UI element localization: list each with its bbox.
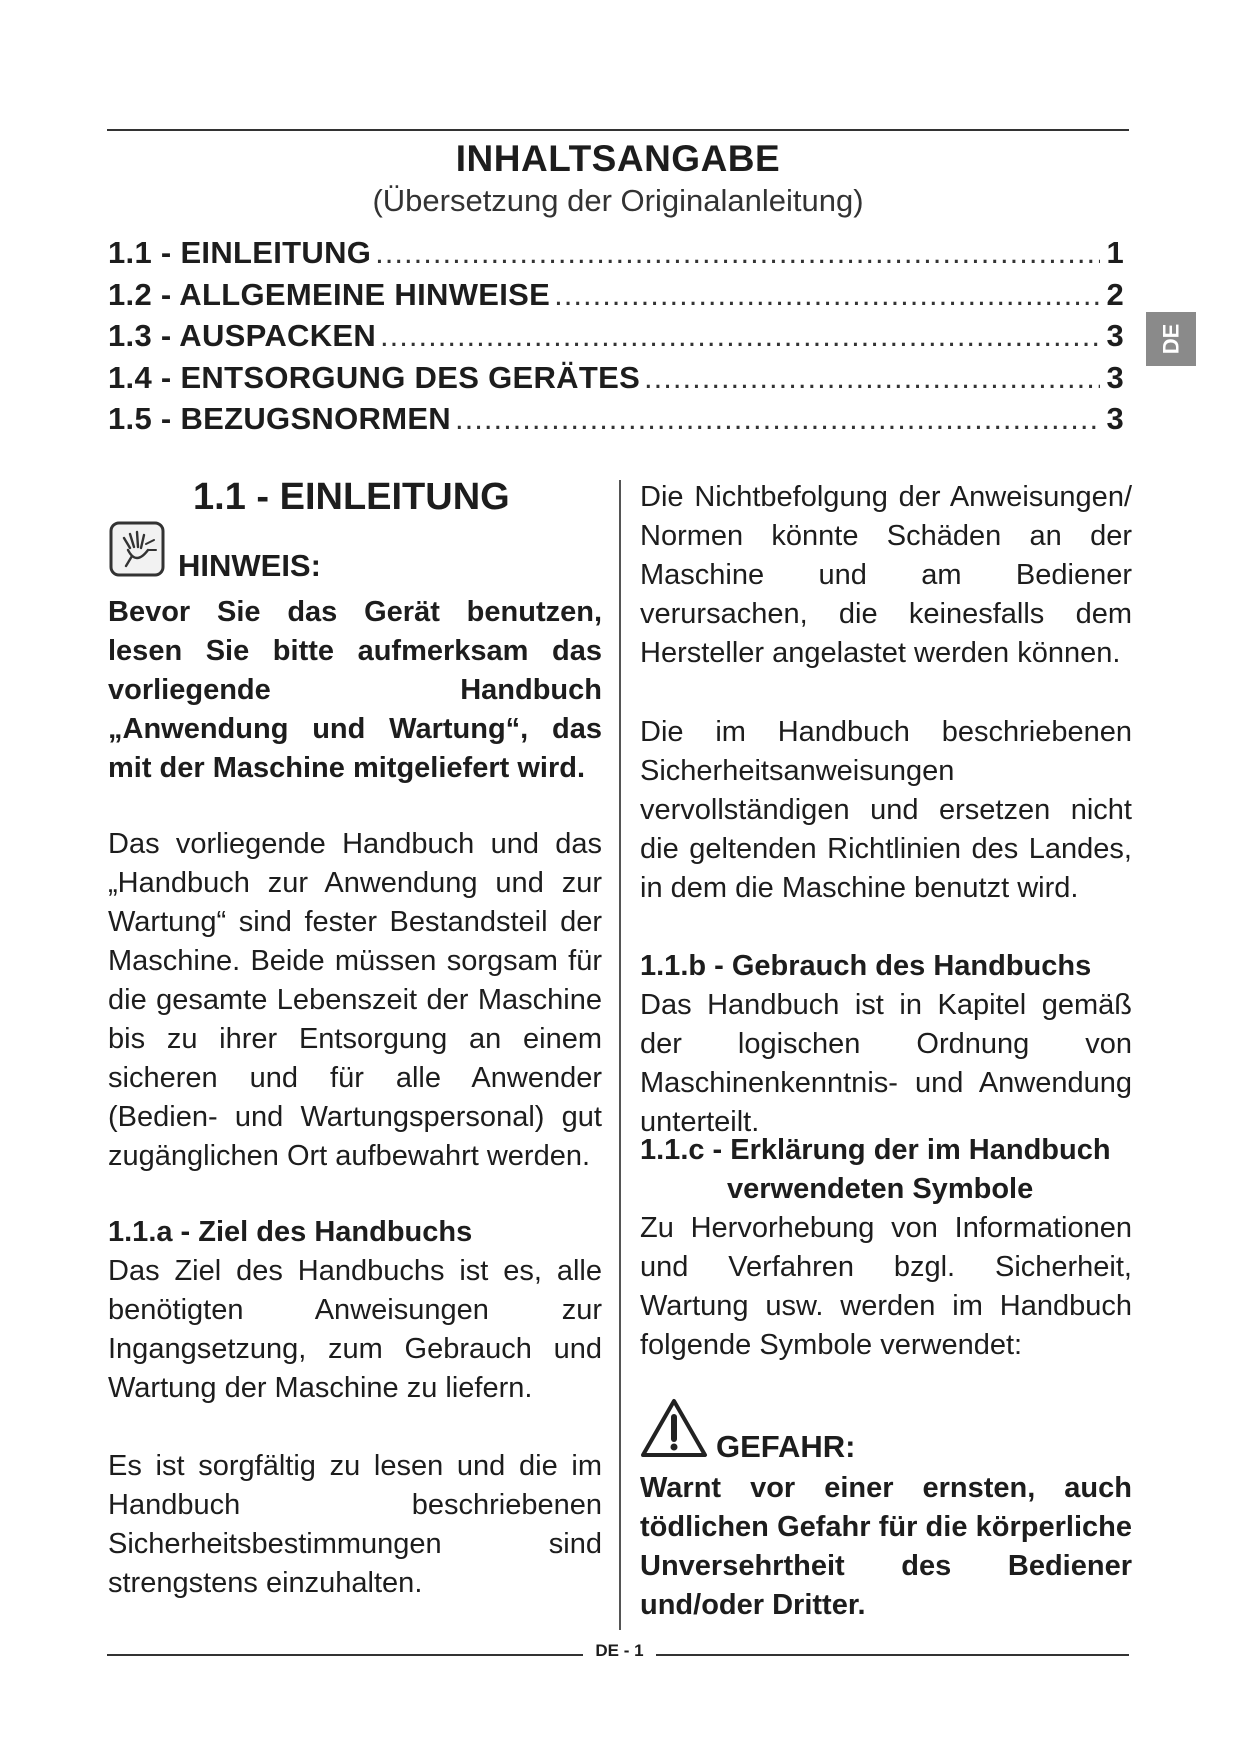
danger-warning-icon: [640, 1397, 708, 1459]
page-number: DE - 1: [595, 1641, 644, 1660]
language-tab: [1146, 312, 1196, 366]
note-hand-icon: [108, 520, 166, 578]
toc-entry[interactable]: [108, 360, 1124, 402]
toc-entry[interactable]: [108, 235, 1124, 277]
toc-entry-label: 1.5 - BEZUGSNORMEN: [108, 401, 451, 436]
subsection-c-text: Zu Hervorhebung von Informationen und Verfahren bzgl. Sicherheit, Wartung usw. werden im Handbuch folgende Symbole verwendet:: [640, 1212, 1132, 1361]
subsection-a-text: Das Ziel des Handbuchs ist es, alle benötigten Anweisungen zur Ingangsetzung, zum Gebrauch und Wartung der Maschine zu liefern.: [108, 1255, 602, 1404]
section-heading: 1.1 - EINLEITUNG: [193, 476, 510, 518]
toc-entry[interactable]: [108, 318, 1124, 360]
danger-text: Warnt vor einer ernsten, auch tödlichen Gefahr für die körperliche Unversehrtheit des Bediener und/oder Dritter.: [640, 1472, 1132, 1621]
safety-paragraph: Es ist sorgfältig zu lesen und die im Handbuch beschriebenen Sicherheitsbestimmungen sind strengstens einzuhalten.: [108, 1450, 602, 1599]
toc-leader-dots: [375, 235, 1100, 271]
toc-entry[interactable]: [108, 401, 1124, 443]
toc-entry-page: 1: [1106, 235, 1124, 270]
note-label: HINWEIS:: [178, 548, 321, 583]
intro-paragraph: Das vorliegende Handbuch und das „Handbuch zur Anwendung und zur Wartung“ sind fester Bestandsteil der Maschine. Beide müssen sorgsam für die gesamte Lebenszeit der Maschine bis zu ihrer Entsorgung an einem sicheren und für alle Anwender (Bedien- und Wartungspersonal) gut zugänglichen Ort aufbewahrt werden.: [108, 828, 602, 1172]
toc-entry-page: 3: [1106, 359, 1124, 395]
note-text: Bevor Sie das Gerät benutzen, lesen Sie bitte aufmerksam das vorliegende Handbuch „Anwendung und Wartung“, das mit der Maschine mitgeliefert wird.: [108, 596, 602, 784]
footer-rule-left: [107, 1654, 583, 1656]
toc-entry-label: 1.3 - AUSPACKEN: [108, 318, 377, 353]
subsection-b-title: 1.1.b - Gebrauch des Handbuchs: [640, 950, 1092, 982]
subsection-c-title-line1: 1.1.c - Erklärung der im Handbuch: [640, 1134, 1111, 1166]
toc-leader-dots: [380, 318, 1100, 354]
subsection-c-title-line2: verwendeten Symbole: [727, 1173, 1034, 1205]
page-subtitle: (Übersetzung der Originalanleitung): [372, 183, 864, 218]
right-paragraph-1: Die Nichtbefolgung der Anweisungen/ Normen könnte Schäden an der Maschine und am Bediener verursachen, die keinesfalls dem Hersteller angelastet werden können.: [640, 481, 1132, 669]
language-tab-label: DE: [1158, 323, 1183, 355]
toc-entry-label: 1.1 - EINLEITUNG: [108, 235, 372, 270]
right-paragraph-2: Die im Handbuch beschriebenen Sicherheitsanweisungen vervollständigen und ersetzen nicht die geltenden Richtlinien des Landes, in dem die Maschine benutzt wird.: [640, 716, 1132, 904]
toc-entry-page: 3: [1106, 318, 1124, 353]
toc-entry-label: 1.2 - ALLGEMEINE HINWEISE: [108, 276, 551, 312]
toc-entry[interactable]: [108, 277, 1124, 319]
toc-leader-dots: [554, 277, 1100, 313]
toc-entry-label: 1.4 - ENTSORGUNG DES GERÄTES: [108, 359, 641, 395]
toc-leader-dots: [455, 401, 1100, 437]
footer-rule-right: [656, 1654, 1129, 1656]
page-title: INHALTSANGABE: [455, 138, 781, 179]
toc-entry-page: 2: [1106, 276, 1124, 312]
toc-entry-page: 3: [1106, 401, 1124, 436]
top-rule: [107, 129, 1129, 131]
danger-label: GEFAHR:: [716, 1429, 856, 1464]
column-divider: [619, 480, 621, 1630]
subsection-b-text: Das Handbuch ist in Kapitel gemäß der logischen Ordnung von Maschinenkenntnis- und Anwendung unterteilt.: [640, 989, 1132, 1138]
toc-leader-dots: [644, 360, 1100, 396]
table-of-contents: [108, 235, 1124, 443]
subsection-a-title: 1.1.a - Ziel des Handbuchs: [108, 1216, 473, 1248]
